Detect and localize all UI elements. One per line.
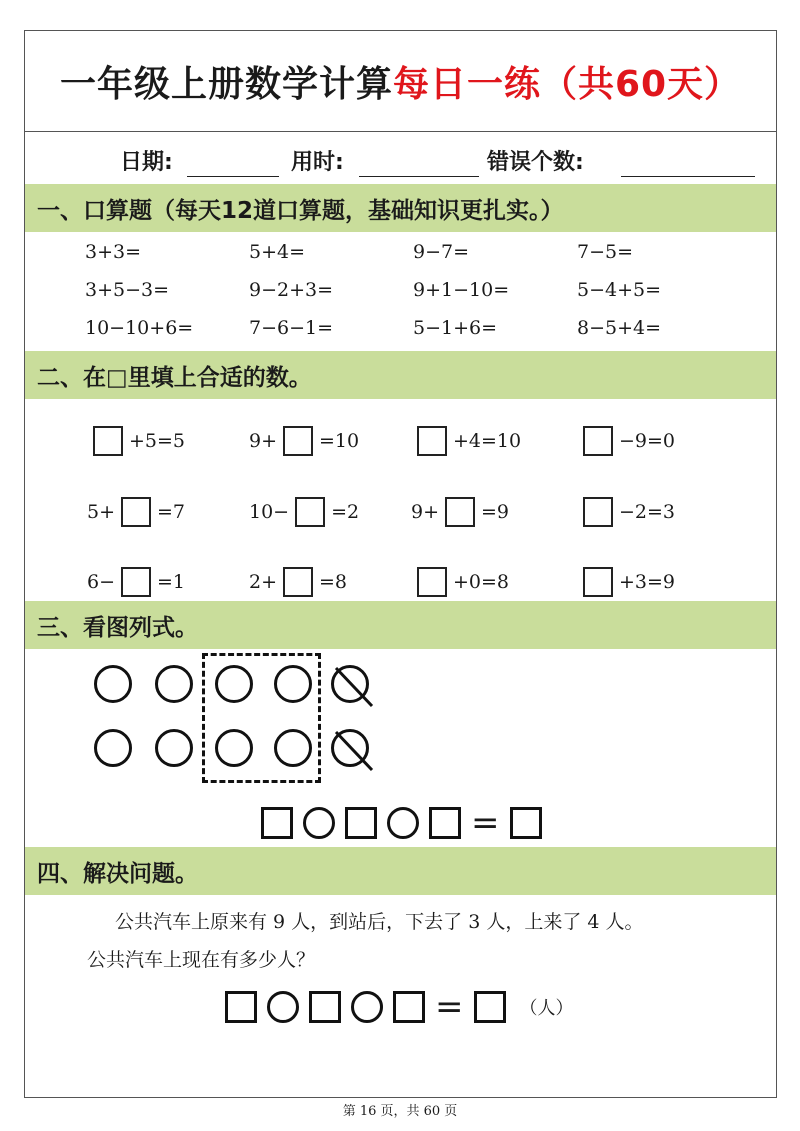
answer-box[interactable]: [261, 807, 293, 839]
circle: [155, 665, 193, 703]
problem-suffix: =7: [157, 501, 186, 523]
circle: [94, 729, 132, 767]
answer-box[interactable]: [283, 567, 313, 597]
calc-problem: 9−2+3=: [249, 279, 334, 301]
page-title: [25, 31, 776, 132]
calc-problem: 9−7=: [413, 241, 470, 263]
calc-problem: 5+4=: [249, 241, 306, 263]
answer-box[interactable]: [417, 567, 447, 597]
operator-circle[interactable]: [267, 991, 299, 1023]
section2-heading: 二、在□里填上合适的数。: [25, 351, 776, 399]
fill-box-problem: [249, 426, 359, 456]
operator-circle[interactable]: [387, 807, 419, 839]
fill-box-problem: [87, 567, 185, 597]
problem-line-2: 公共汽车上现在有多少人？: [87, 949, 316, 971]
errors-field[interactable]: [621, 176, 755, 177]
problem-prefix: 2+: [249, 571, 278, 593]
fill-box-problem: [577, 567, 675, 597]
circle: [274, 665, 312, 703]
problem-prefix: 5+: [87, 501, 116, 523]
worksheet: [24, 30, 777, 1098]
info-row: [25, 132, 776, 182]
crossed-circle: [331, 665, 369, 703]
circle: [94, 665, 132, 703]
result-box[interactable]: [474, 991, 506, 1023]
answer-box[interactable]: [121, 497, 151, 527]
problem-suffix: =10: [319, 430, 360, 452]
time-field[interactable]: [359, 176, 479, 177]
fill-box-problem: [411, 567, 509, 597]
fill-box-problem: [249, 497, 359, 527]
problem-line-1: 公共汽车上原来有 9 人，到站后，下去了 3 人，上来了 4 人。: [115, 911, 644, 933]
problem-suffix: +4=10: [453, 430, 522, 452]
problem-suffix: =1: [157, 571, 186, 593]
calc-problem: 9+1−10=: [413, 279, 510, 301]
answer-box[interactable]: [583, 497, 613, 527]
calc-problem: 3+5−3=: [85, 279, 170, 301]
fill-box-problem: [87, 426, 185, 456]
answer-box[interactable]: [225, 991, 257, 1023]
problem-suffix: =9: [481, 501, 510, 523]
word-problem-equation: [225, 987, 574, 1027]
answer-box[interactable]: [583, 567, 613, 597]
calc-problem: 7−5=: [577, 241, 634, 263]
crossed-circle: [331, 729, 369, 767]
problem-suffix: =2: [331, 501, 360, 523]
problem-suffix: +0=8: [453, 571, 510, 593]
result-box[interactable]: [510, 807, 542, 839]
answer-box[interactable]: [345, 807, 377, 839]
answer-box[interactable]: [417, 426, 447, 456]
equals-sign: =: [471, 803, 500, 843]
problem-prefix: 9+: [249, 430, 278, 452]
problem-prefix: 10−: [249, 501, 290, 523]
circle: [155, 729, 193, 767]
calc-problem: 5−1+6=: [413, 317, 498, 339]
answer-box[interactable]: [445, 497, 475, 527]
fill-box-problem: [87, 497, 185, 527]
date-label: 日期:: [120, 150, 173, 175]
calc-problem: 5−4+5=: [577, 279, 662, 301]
time-label: 用时:: [291, 150, 344, 175]
problem-suffix: −9=0: [619, 430, 676, 452]
calc-problem: 8−5+4=: [577, 317, 662, 339]
section1-heading: 一、口算题（每天12道口算题，基础知识更扎实。）: [25, 184, 776, 232]
answer-box[interactable]: [309, 991, 341, 1023]
answer-box[interactable]: [93, 426, 123, 456]
calc-problem: 10−10+6=: [85, 317, 194, 339]
circle: [215, 665, 253, 703]
fill-box-problem: [577, 497, 675, 527]
answer-box[interactable]: [429, 807, 461, 839]
calc-problem: 3+3=: [85, 241, 142, 263]
calc-problem: 7−6−1=: [249, 317, 334, 339]
picture-equation: [261, 803, 542, 843]
operator-circle[interactable]: [303, 807, 335, 839]
equals-sign: =: [435, 987, 464, 1027]
fill-box-problem: [249, 567, 347, 597]
answer-box[interactable]: [393, 991, 425, 1023]
answer-box[interactable]: [583, 426, 613, 456]
page-footer: 第 16 页，共 60 页: [342, 1104, 458, 1119]
date-field[interactable]: [187, 176, 279, 177]
circle: [215, 729, 253, 767]
problem-suffix: =8: [319, 571, 348, 593]
section3-heading: 三、看图列式。: [25, 601, 776, 649]
errors-label: 错误个数:: [487, 150, 584, 175]
unit-label: （人）: [519, 998, 574, 1019]
answer-box[interactable]: [283, 426, 313, 456]
section4-heading: 四、解决问题。: [25, 847, 776, 895]
problem-suffix: +5=5: [129, 430, 186, 452]
problem-prefix: 6−: [87, 571, 116, 593]
fill-box-problem: [577, 426, 675, 456]
fill-box-problem: [411, 426, 521, 456]
answer-box[interactable]: [295, 497, 325, 527]
title-main: 一年级上册数学计算: [59, 63, 393, 105]
operator-circle[interactable]: [351, 991, 383, 1023]
fill-box-problem: [411, 497, 509, 527]
problem-suffix: −2=3: [619, 501, 676, 523]
answer-box[interactable]: [121, 567, 151, 597]
title-highlight: 每日一练（共60天）: [392, 63, 742, 105]
problem-suffix: +3=9: [619, 571, 676, 593]
circle: [274, 729, 312, 767]
problem-prefix: 9+: [411, 501, 440, 523]
